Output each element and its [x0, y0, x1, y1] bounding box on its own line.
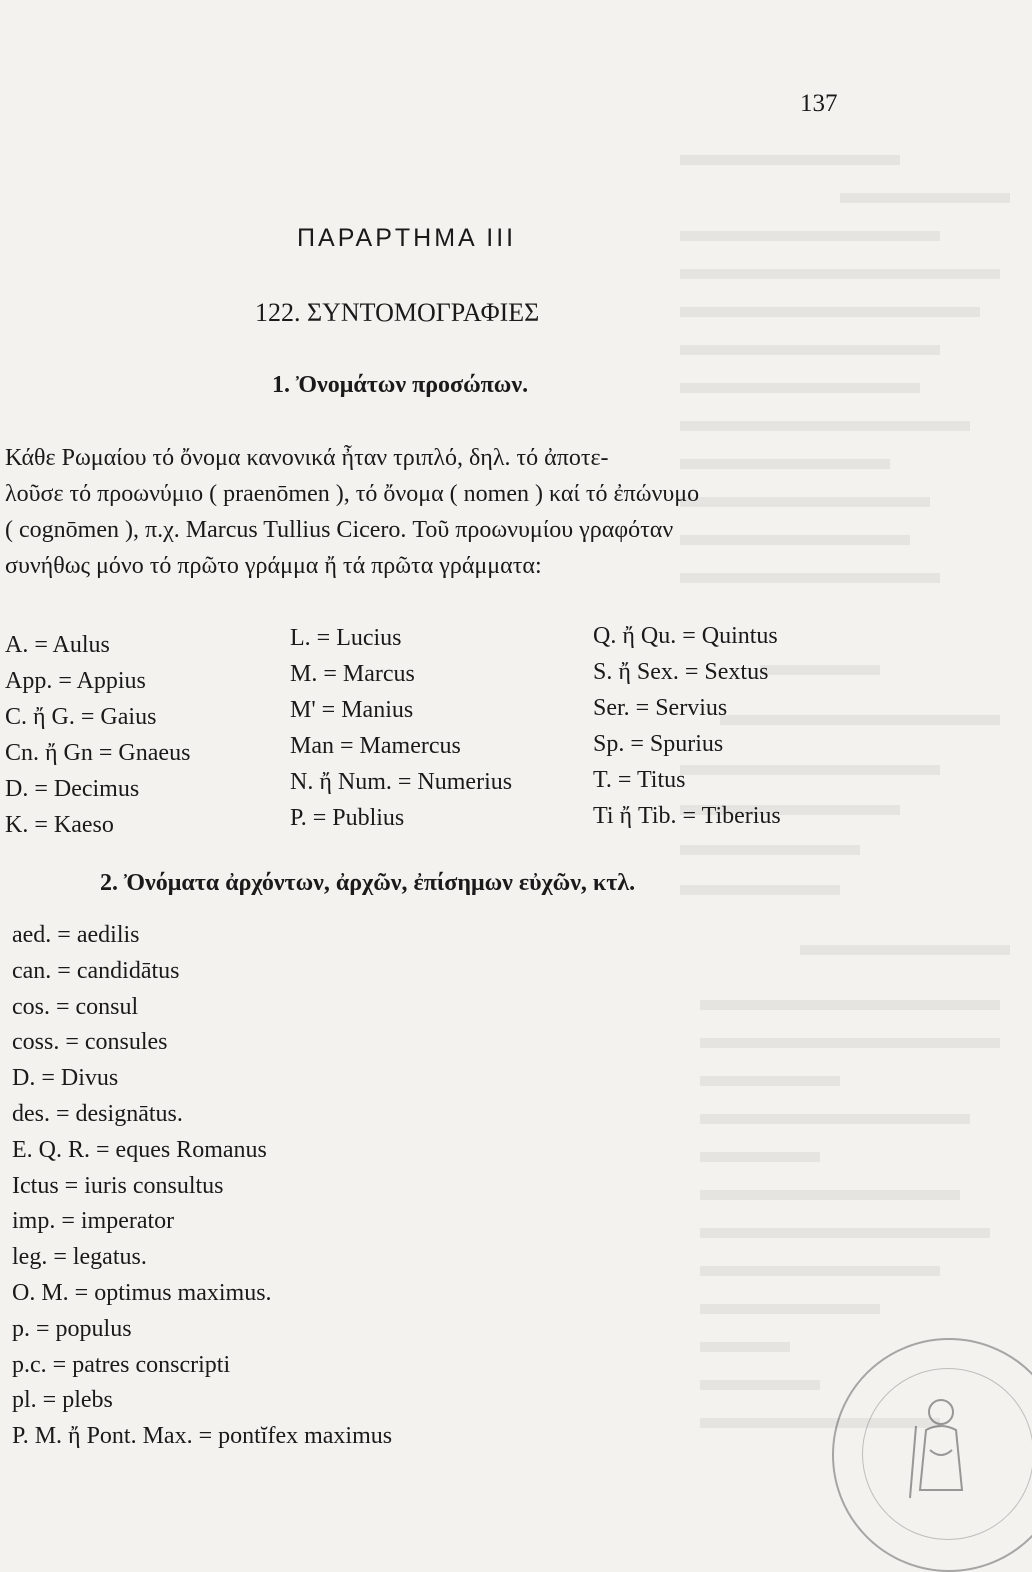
names-column-3	[593, 618, 781, 834]
name-entry: C. ἤ G. = Gaius	[5, 704, 157, 730]
subsection-title-offices: 2. Ὀνόματα ἀρχόντων, ἀρχῶν, ἐπίσημων εὐχῶν, κτλ.	[100, 870, 636, 896]
abbreviation-entry: leg. = legatus.	[12, 1244, 147, 1271]
name-entry: N. ἤ Num. = Numerius	[290, 769, 513, 795]
section-title: 122. ΣΥΝΤΟΜΟΓΡΑΦΙΕΣ	[255, 298, 540, 327]
paragraph-line: ( cognōmen ), π.χ. Marcus Tullius Cicero. Τοῦ προωνυμίου γραφόταν	[5, 517, 674, 543]
stamp-figure-icon	[896, 1390, 986, 1500]
name-entry: Cn. ἤ Gn = Gnaeus	[5, 740, 191, 766]
names-column-1	[5, 627, 190, 843]
subsection-title-names: 1. Ὀνομάτων προσώπων.	[272, 372, 529, 398]
name-entry: P. = Publius	[290, 805, 405, 831]
abbreviation-entry: P. M. ἤ Pont. Max. = pontĭfex maximus	[12, 1423, 393, 1450]
name-entry: App. = Appius	[5, 668, 146, 694]
name-entry: Sp. = Spurius	[593, 731, 724, 757]
name-entry: Ti ἤ Tib. = Tiberius	[593, 803, 781, 829]
name-entry: K. = Kaeso	[5, 812, 114, 838]
abbreviation-entry: p.c. = patres conscripti	[12, 1351, 231, 1378]
appendix-title: ΠΑΡΑΡΤΗΜΑ III	[297, 224, 517, 252]
abbreviation-entry: O. M. = optimus maximus.	[12, 1279, 272, 1306]
name-entry: Man = Mamercus	[290, 733, 461, 759]
abbreviation-list	[12, 918, 392, 1455]
name-entry: L. = Lucius	[290, 625, 402, 651]
paragraph-line: λοῦσε τό προωνύμιο ( praenōmen ), τό ὄνομα ( nomen ) καί τό ἐπώνυμο	[5, 481, 700, 507]
abbreviation-entry: pl. = plebs	[12, 1387, 113, 1414]
name-entry: Ser. = Servius	[593, 695, 728, 721]
name-entry: A. = Aulus	[5, 632, 110, 658]
abbreviation-entry: des. = designātus.	[12, 1100, 183, 1127]
page-number: 137	[800, 90, 838, 117]
abbreviation-entry: coss. = consules	[12, 1029, 168, 1056]
abbreviation-entry: D. = Divus	[12, 1065, 119, 1092]
paragraph-line: συνήθως μόνο τό πρῶτο γράμμα ἤ τά πρῶτα γράμματα:	[5, 553, 542, 579]
abbreviation-entry: cos. = consul	[12, 993, 139, 1020]
names-column-2	[290, 620, 512, 836]
name-entry: S. ἤ Sex. = Sextus	[593, 659, 769, 685]
abbreviation-entry: aed. = aedilis	[12, 922, 140, 948]
name-entry: M. = Marcus	[290, 661, 415, 687]
paragraph-line: Κάθε Ρωμαίου τό ὄνομα κανονικά ἦταν τριπλό, δηλ. τό ἀποτε-	[5, 445, 609, 471]
abbreviation-entry: imp. = imperator	[12, 1208, 175, 1235]
name-entry: M' = Manius	[290, 697, 414, 723]
abbreviation-entry: can. = candidātus	[12, 957, 180, 984]
intro-paragraph	[5, 440, 855, 584]
name-entry: D. = Decimus	[5, 776, 140, 802]
name-entry: Q. ἤ Qu. = Quintus	[593, 623, 778, 649]
abbreviation-entry: Ictus = iuris consultus	[12, 1172, 224, 1199]
abbreviation-entry: E. Q. R. = eques Romanus	[12, 1136, 267, 1163]
name-entry: T. = Titus	[593, 767, 686, 793]
abbreviation-entry: p. = populus	[12, 1315, 132, 1342]
